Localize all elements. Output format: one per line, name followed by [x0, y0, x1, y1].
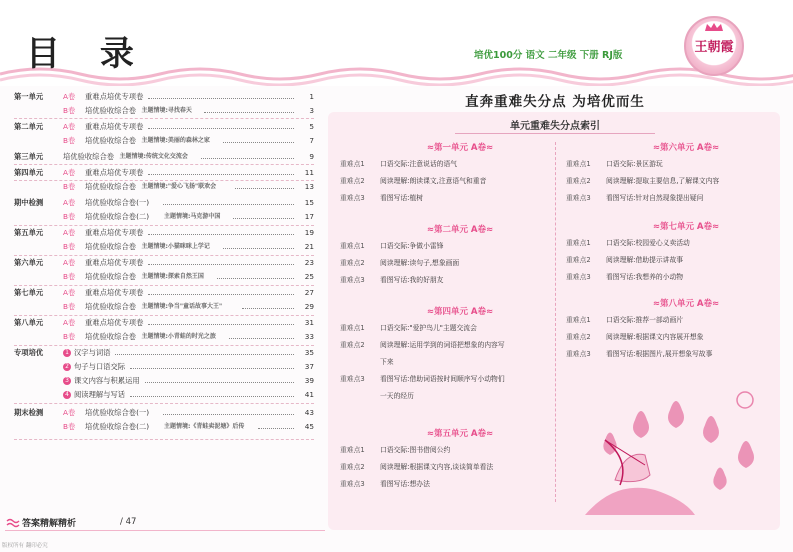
toc-title: 重难点培优专项卷 [85, 92, 144, 101]
toc-unit: 第六单元 [14, 258, 44, 267]
toc-title: 阅读理解与写话 [74, 390, 126, 399]
toc-page-number: 11 [304, 168, 314, 177]
toc-page-number: 37 [304, 362, 314, 371]
toc-page-number: 13 [304, 182, 314, 191]
toc-volume: B卷 [63, 422, 76, 431]
toc-volume: B卷 [63, 182, 76, 191]
key-point-number: 重难点2 [566, 256, 591, 264]
toc-unit: 第七单元 [14, 288, 44, 297]
toc-unit: 专项培优 [14, 348, 44, 357]
toc-title: 重难点培优专项卷 [85, 258, 144, 267]
toc-title: 重难点培优专项卷 [85, 122, 144, 131]
toc-page-number: 23 [304, 258, 314, 267]
key-point-number: 重难点3 [340, 375, 365, 383]
toc-title: 重难点培优专项卷 [85, 228, 144, 237]
toc-page-number: 7 [309, 136, 314, 145]
key-point-text: 看图写话:针对自然现象提出疑问 [606, 194, 704, 202]
toc-theme: 主题情境:美丽的森林之家 [141, 137, 210, 144]
index-key-point [340, 357, 394, 368]
toc-page-number: 15 [304, 198, 314, 207]
book-subtitle: 培优100分 语文 二年级 下册 RJ版 [474, 50, 623, 61]
index-key-point [566, 272, 683, 283]
key-point-text: 口语交际:图书借阅公约 [380, 446, 451, 454]
key-point-text: 看图写话:我想养的小动物 [606, 273, 684, 281]
toc-volume: A卷 [63, 122, 76, 131]
toc-title: 重难点培优专项卷 [85, 168, 144, 177]
toc-volume: A卷 [63, 288, 76, 297]
toc-title: 培优验收综合卷 [85, 332, 137, 341]
toc-volume: A卷 [63, 92, 76, 101]
toc-title: 汉字与词语 [74, 348, 111, 357]
toc-page-number: 1 [309, 92, 314, 101]
key-point-number: 重难点2 [566, 333, 591, 341]
toc-theme: 主题情境:"爱心飞扬"联欢会 [141, 183, 217, 190]
index-key-point [340, 479, 430, 490]
index-key-point [566, 193, 703, 204]
key-point-text: 口语交际:争做小雷锋 [380, 242, 444, 250]
toc-page-number: 27 [304, 288, 314, 297]
key-point-text: 下来 [380, 358, 394, 366]
toc-unit: 第二单元 [14, 122, 44, 131]
toc-volume: A卷 [63, 168, 76, 177]
key-point-text: 看图写话:借助词语按时间顺序写小动物们 [380, 375, 505, 383]
toc-title: 培优验收综合卷 [85, 136, 137, 145]
toc-number-badge: 2 [63, 363, 71, 371]
toc-volume: A卷 [63, 198, 76, 207]
logo-text: 王朝霞 [694, 40, 734, 55]
key-point-text: 一天的经历 [380, 392, 414, 400]
toc-volume: A卷 [63, 408, 76, 417]
page-title: 目 录 [26, 34, 148, 74]
index-section-heading: ≈第二单元 A卷≈ [426, 225, 494, 235]
key-point-text: 口语交际:景区游玩 [606, 160, 663, 168]
answers-page-number: / 47 [120, 517, 137, 527]
toc-page-number: 3 [309, 106, 314, 115]
toc-unit: 期末检测 [14, 408, 44, 417]
toc-title: 培优验收综合卷(一) [85, 408, 150, 417]
index-key-point [340, 340, 505, 351]
toc-page-number: 43 [304, 408, 314, 417]
toc-volume: B卷 [63, 136, 76, 145]
key-point-text: 看图写话:想办法 [380, 480, 430, 488]
index-section-heading: ≈第七单元 A卷≈ [652, 222, 720, 232]
key-point-number: 重难点3 [566, 273, 591, 281]
key-point-number: 重难点3 [566, 350, 591, 358]
index-key-point [340, 258, 459, 269]
key-point-number: 重难点2 [566, 177, 591, 185]
toc-number-badge: 3 [63, 377, 71, 385]
toc-title: 重难点培优专项卷 [85, 288, 144, 297]
toc-unit: 第三单元 [14, 152, 44, 161]
key-point-text: 口语交际:推荐一部动画片 [606, 316, 684, 324]
toc-unit: 第四单元 [14, 168, 44, 177]
toc-title: 培优验收综合卷 [63, 152, 115, 161]
index-key-point [340, 462, 493, 473]
toc-page-number: 31 [304, 318, 314, 327]
toc-volume: B卷 [63, 106, 76, 115]
index-key-point [340, 445, 450, 456]
toc-number-badge: 4 [63, 391, 71, 399]
key-point-number: 重难点1 [340, 242, 365, 250]
toc-page-number: 5 [309, 122, 314, 131]
key-point-number: 重难点1 [566, 316, 591, 324]
toc-theme: 主题情境:探索自然王国 [141, 273, 204, 280]
key-point-text: 口语交际:"爱护鸟儿"主题交流会 [380, 324, 477, 332]
toc-volume: B卷 [63, 302, 76, 311]
toc-title: 培优验收综合卷 [85, 302, 137, 311]
index-key-point [340, 241, 443, 252]
index-section-heading: ≈第六单元 A卷≈ [652, 143, 720, 153]
toc-title: 培优验收综合卷 [85, 182, 137, 191]
toc-title: 培优验收综合卷 [85, 242, 137, 251]
key-point-number: 重难点1 [566, 239, 591, 247]
index-panel-title: 单元重难失分点索引 [455, 117, 655, 134]
toc-unit: 第五单元 [14, 228, 44, 237]
toc-page-number: 17 [304, 212, 314, 221]
toc-title: 句子与口语交际 [74, 362, 126, 371]
index-key-point [340, 176, 486, 187]
toc-title: 培优验收综合卷(二) [85, 212, 150, 221]
index-key-point [340, 193, 423, 204]
index-key-point [340, 391, 414, 402]
index-key-point [566, 176, 719, 187]
toc-theme: 主题情境:《青蛙卖泥塘》后传 [164, 423, 245, 430]
index-section-heading: ≈第一单元 A卷≈ [426, 143, 494, 153]
toc-unit: 第一单元 [14, 92, 44, 101]
toc-page-number: 21 [304, 242, 314, 251]
index-key-point [340, 275, 443, 286]
toc-title: 课文内容与积累运用 [74, 376, 140, 385]
key-point-number: 重难点3 [340, 480, 365, 488]
index-section-heading: ≈第四单元 A卷≈ [426, 307, 494, 317]
toc-title: 重难点培优专项卷 [85, 318, 144, 327]
toc-page-number: 45 [304, 422, 314, 431]
key-point-number: 重难点1 [340, 160, 365, 168]
key-point-number: 重难点1 [340, 324, 365, 332]
toc-page-number: 29 [304, 302, 314, 311]
toc-title: 培优验收综合卷(二) [85, 422, 150, 431]
toc-unit: 第八单元 [14, 318, 44, 327]
toc-page-number: 25 [304, 272, 314, 281]
index-section-heading: ≈第五单元 A卷≈ [426, 429, 494, 439]
index-section-heading: ≈第八单元 A卷≈ [652, 299, 720, 309]
toc-title: 培优验收综合卷 [85, 106, 137, 115]
toc-theme: 主题情境:寻找春天 [141, 107, 192, 114]
key-point-text: 阅读理解:提取主要信息,了解课文内容 [606, 177, 720, 185]
toc-page-number: 39 [304, 376, 314, 385]
index-key-point [340, 159, 457, 170]
index-key-point [566, 238, 690, 249]
index-key-point [340, 374, 505, 385]
key-point-text: 看图写话:植树 [380, 194, 424, 202]
toc-theme: 主题情境:小猫咪咪上学记 [141, 243, 210, 250]
key-point-text: 阅读理解:借助提示讲故事 [606, 256, 684, 264]
right-headline: 直奔重难失分点 为培优而生 [465, 94, 645, 110]
toc-page-number: 19 [304, 228, 314, 237]
index-key-point [566, 255, 683, 266]
toc-title: 培优验收综合卷(一) [85, 198, 150, 207]
key-point-text: 口语交际:注意说话的语气 [380, 160, 458, 168]
toc-volume: A卷 [63, 258, 76, 267]
toc-unit: 期中检测 [14, 198, 44, 207]
toc-page-number: 41 [304, 390, 314, 399]
key-point-number: 重难点3 [340, 276, 365, 284]
key-point-text: 阅读理解:朗读课文,注意语气和重音 [380, 177, 487, 185]
key-point-number: 重难点2 [340, 341, 365, 349]
key-point-text: 阅读理解:根据课文内容展开想象 [606, 333, 704, 341]
toc-volume: B卷 [63, 332, 76, 341]
index-key-point [566, 332, 703, 343]
toc-title: 培优验收综合卷 [85, 272, 137, 281]
toc-volume: A卷 [63, 228, 76, 237]
toc-page-number: 9 [309, 152, 314, 161]
key-point-text: 阅读理解:读句子,想象画面 [380, 259, 460, 267]
index-key-point [566, 159, 663, 170]
key-point-number: 重难点2 [340, 463, 365, 471]
key-point-text: 口语交际:校园爱心义卖活动 [606, 239, 690, 247]
key-point-text: 阅读理解:运用学到的词语把想象的内容写 [380, 341, 505, 349]
key-point-text: 看图写话:我的好朋友 [380, 276, 444, 284]
key-point-number: 重难点1 [340, 446, 365, 454]
key-point-text: 看图写话:根据图片,展开想象写故事 [606, 350, 713, 358]
answers-section-label: 答案精解精析 [22, 519, 77, 529]
key-point-number: 重难点2 [340, 259, 365, 267]
index-key-point [566, 315, 683, 326]
toc-volume: B卷 [63, 272, 76, 281]
toc-theme: 主题情境:传统文化交流会 [119, 153, 188, 160]
toc-theme: 主题情境:马克游中国 [164, 213, 221, 220]
key-point-number: 重难点3 [340, 194, 365, 202]
toc-page-number: 33 [304, 332, 314, 341]
toc-volume: B卷 [63, 212, 76, 221]
key-point-number: 重难点3 [566, 194, 591, 202]
index-key-point [566, 349, 712, 360]
key-point-text: 阅读理解:根据课文内容,谈谈简单看法 [380, 463, 494, 471]
toc-page-number: 35 [304, 348, 314, 357]
key-point-number: 重难点2 [340, 177, 365, 185]
footer-note: 版权所有 翻印必究 [2, 543, 48, 549]
toc-theme: 主题情境:争当"童话故事大王" [141, 303, 223, 310]
index-key-point [340, 323, 477, 334]
toc-volume: B卷 [63, 242, 76, 251]
key-point-number: 重难点1 [566, 160, 591, 168]
archer-illustration [575, 380, 775, 520]
toc-volume: A卷 [63, 318, 76, 327]
toc-number-badge: 1 [63, 349, 71, 357]
toc-theme: 主题情境:小青蛙的时光之旅 [141, 333, 216, 340]
